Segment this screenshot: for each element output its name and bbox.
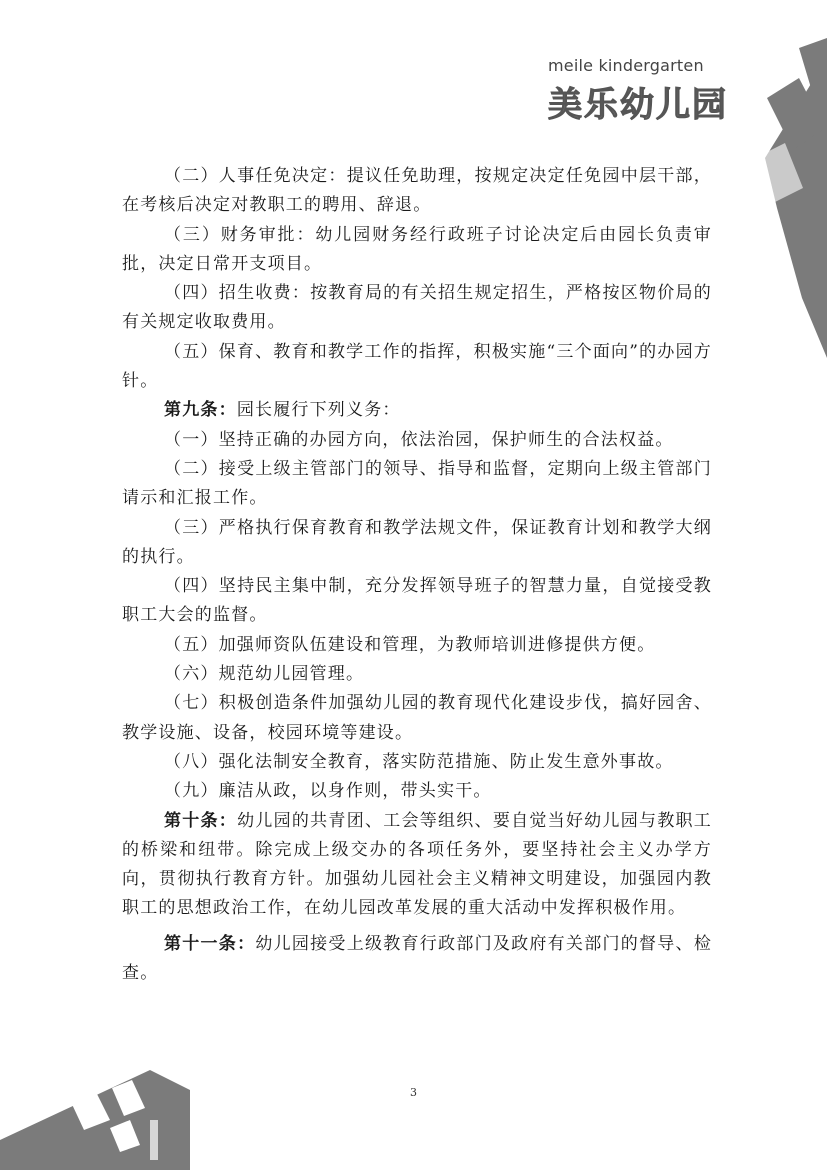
paragraph	[122, 162, 712, 221]
paragraph-text: （九）廉洁从政，以身作则，带头实干。	[164, 781, 492, 802]
paragraph-text: （一）坚持正确的办园方向，依法治园，保护师生的合法权益。	[164, 429, 674, 450]
paragraph	[122, 777, 712, 806]
paragraph	[122, 748, 712, 777]
logo-english-text: meile kindergarten	[548, 56, 704, 75]
article-heading-10	[122, 807, 712, 924]
paragraph	[122, 426, 712, 455]
paragraph	[122, 221, 712, 280]
paragraph-lead: 第九条：	[164, 400, 237, 421]
paragraph-text: （二）人事任免决定：提议任免助理，按规定决定任免园中层干部，在考核后决定对教职工的聘用、辞退。	[122, 166, 712, 216]
corner-decoration-bottom-left	[0, 1070, 190, 1170]
paragraph-text: （八）强化法制安全教育，落实防范措施、防止发生意外事故。	[164, 751, 674, 772]
paragraph-text: （四）坚持民主集中制，充分发挥领导班子的智慧力量，自觉接受教职工大会的监督。	[122, 576, 712, 626]
paragraph-text: （五）保育、教育和教学工作的指挥，积极实施“三个面向”的办园方针。	[122, 341, 712, 392]
paragraph	[122, 660, 712, 689]
paragraph-lead: 第十条：	[164, 810, 238, 831]
paragraph-text: 幼儿园的共青团、工会等组织、要自觉当好幼儿园与教职工的桥梁和纽带。除完成上级交办的各项任务外，要坚持社会主义办学方向，贯彻执行教育方针。加强幼儿园社会主义精神文明建设，加强园内教职工的思想政治工作，在幼儿园改革发展的重大活动中发挥积极作用。	[122, 810, 712, 919]
article-heading-9	[122, 396, 712, 425]
paragraph-text: （七）积极创造条件加强幼儿园的教育现代化建设步伐，搞好园舍、教学设施、设备，校园环境等建设。	[122, 693, 712, 743]
paragraph-text: （四）招生收费：按教育局的有关招生规定招生，严格按区物价局的有关规定收取费用。	[122, 283, 712, 333]
paragraph-text: 幼儿园接受上级教育行政部门及政府有关部门的督导、检查。	[122, 933, 713, 984]
paragraph	[122, 689, 712, 748]
paragraph-text: （三）财务审批：幼儿园财务经行政班子讨论决定后由园长负责审批，决定日常开支项目。	[122, 224, 712, 274]
paragraph-text: （五）加强师资队伍建设和管理，为教师培训进修提供方便。	[164, 634, 656, 655]
paragraph	[122, 631, 712, 660]
kindergarten-logo	[548, 56, 738, 126]
article-heading-11	[122, 930, 712, 989]
paragraph-lead: 第十一条：	[164, 933, 256, 954]
paragraph	[122, 572, 712, 631]
logo-chinese-text: 美乐幼儿园	[548, 85, 728, 125]
paragraph	[122, 338, 712, 397]
paragraph-text: （三）严格执行保育教育和教学法规文件，保证教育计划和教学大纲的执行。	[122, 517, 712, 567]
paragraph	[122, 279, 712, 338]
page-number: 3	[410, 1086, 417, 1099]
paragraph-text: 园长履行下列义务：	[236, 400, 401, 421]
paragraph-text: （六）规范幼儿园管理。	[164, 664, 365, 685]
paragraph	[122, 514, 712, 573]
document-body	[122, 162, 712, 988]
paragraph-text: （二）接受上级主管部门的领导、指导和监督，定期向上级主管部门请示和汇报工作。	[122, 458, 712, 509]
paragraph	[122, 455, 712, 514]
